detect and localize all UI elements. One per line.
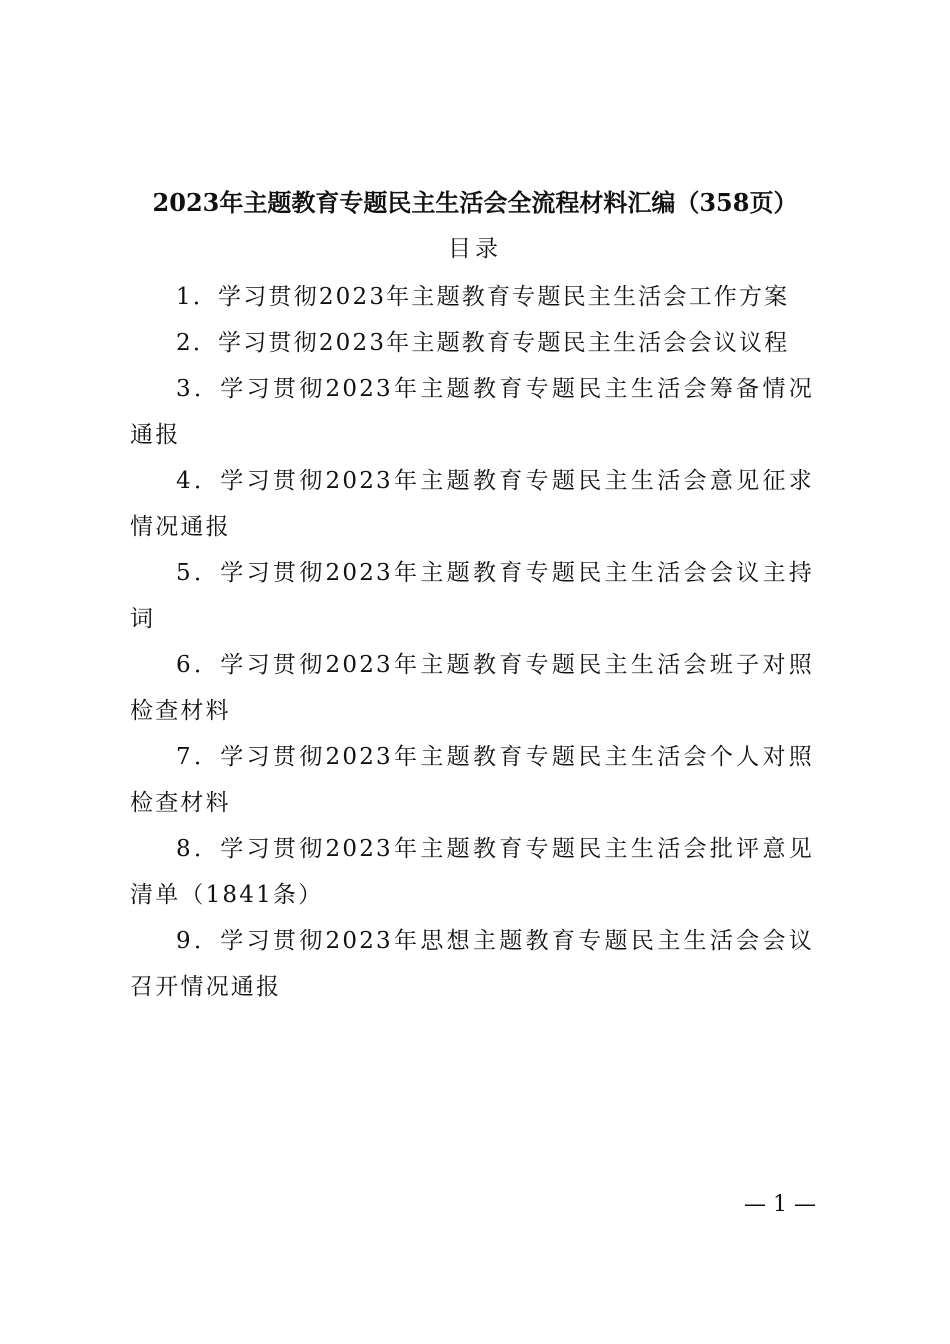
toc-list (130, 274, 814, 1010)
toc-item: 9．学习贯彻2023年思想主题教育专题民主生活会会议召开情况通报 (130, 928, 814, 1000)
toc-item: 8．学习贯彻2023年主题教育专题民主生活会批评意见清单（1841条） (130, 836, 814, 908)
page-number: — 1 — (744, 1192, 816, 1217)
toc-item: 2．学习贯彻2023年主题教育专题民主生活会会议议程 (176, 330, 790, 356)
toc-item: 3．学习贯彻2023年主题教育专题民主生活会筹备情况通报 (130, 376, 814, 448)
toc-item: 7．学习贯彻2023年主题教育专题民主生活会个人对照检查材料 (130, 744, 814, 816)
toc-item: 4．学习贯彻2023年主题教育专题民主生活会意见征求情况通报 (130, 468, 814, 540)
toc-item: 6．学习贯彻2023年主题教育专题民主生活会班子对照检查材料 (130, 652, 814, 724)
toc-item: 1．学习贯彻2023年主题教育专题民主生活会工作方案 (176, 284, 790, 310)
toc-heading: 目录 (448, 236, 502, 262)
toc-item: 5．学习贯彻2023年主题教育专题民主生活会会议主持词 (130, 560, 814, 632)
document-title: 2023年主题教育专题民主生活会全流程材料汇编（358页） (152, 188, 798, 217)
